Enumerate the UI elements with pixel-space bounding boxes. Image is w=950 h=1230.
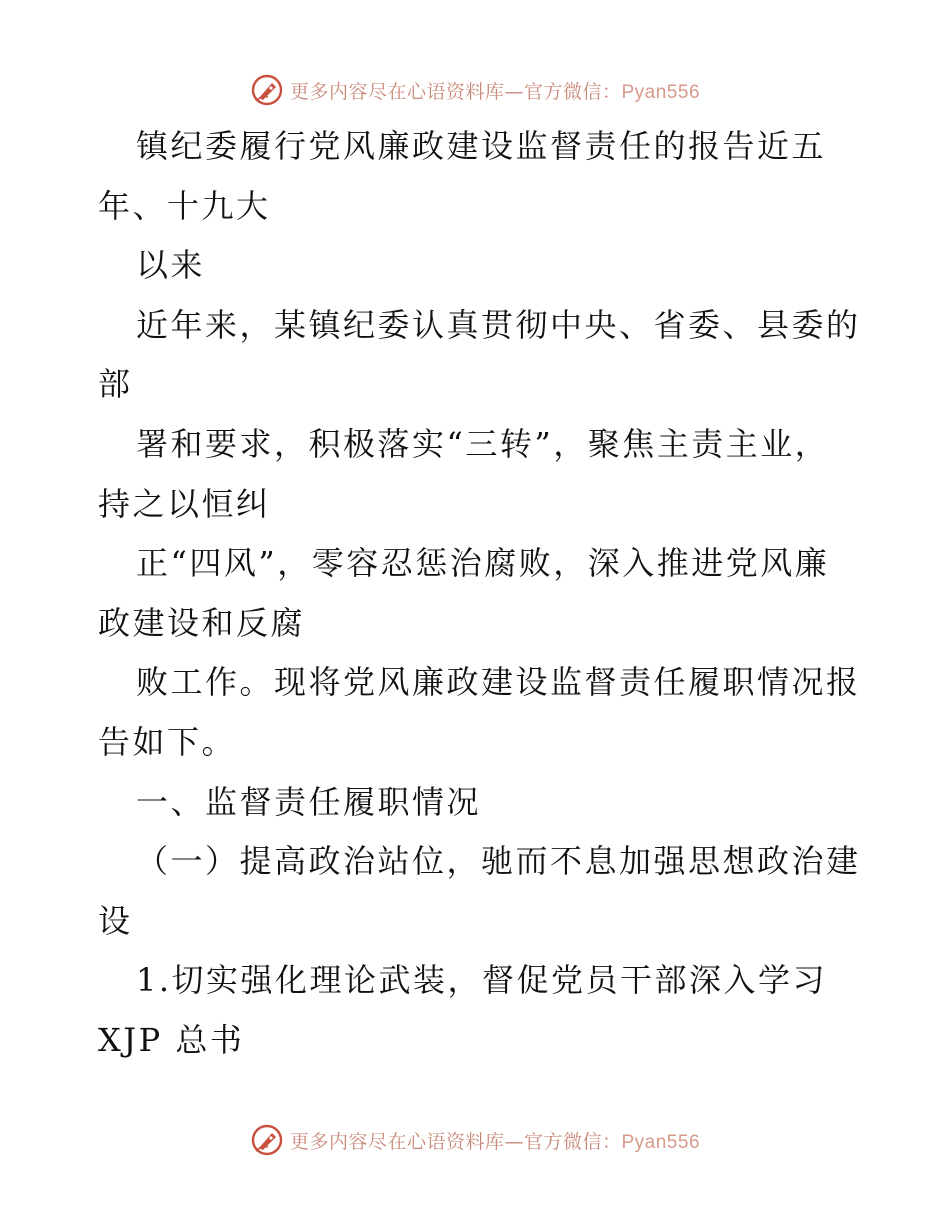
document-line: 部 [98,365,133,404]
watermark-wechat-id: Pyan556 [621,81,701,103]
document-line: （一）提高政治站位，驰而不息加强思想政治建 [136,842,861,881]
document-line: 署和要求，积极落实“三转”，聚焦主责主业， [136,424,830,463]
document-line: 正“四风”，零容忍惩治腐败，深入推进党风廉 [136,544,830,583]
document-line: 年、十九大 [98,186,271,225]
document-line: 败工作。现将党风廉政建设监督责任履职情况报 [136,663,861,702]
document-line: 持之以恒纠 [98,484,271,523]
document-line: 设 [98,901,133,940]
document-line: 以来 [136,246,206,285]
watermark-text: 更多内容尽在心语资料库—官方微信：Pyan556 [289,1130,701,1153]
document-line: XJP 总书 [98,1020,245,1059]
pen-nib-circle-icon [250,1123,284,1157]
document-line: 告如下。 [98,722,237,761]
footer-watermark [0,1120,950,1160]
pen-nib-circle-icon [250,73,284,107]
document-line: 1.切实强化理论武装，督促党员干部深入学习 [136,961,828,1000]
document-line: 镇纪委履行党风廉政建设监督责任的报告近五 [136,127,827,165]
watermark-text: 更多内容尽在心语资料库—官方微信：Pyan556 [289,80,701,103]
document-line: 一、监督责任履职情况 [136,782,482,821]
watermark-wechat-id: Pyan556 [621,1131,701,1153]
header-watermark [0,70,950,110]
document-line: 近年来，某镇纪委认真贯彻中央、省委、县委的 [136,305,861,344]
document-line: 政建设和反腐 [98,603,306,642]
document-body [98,117,861,1071]
